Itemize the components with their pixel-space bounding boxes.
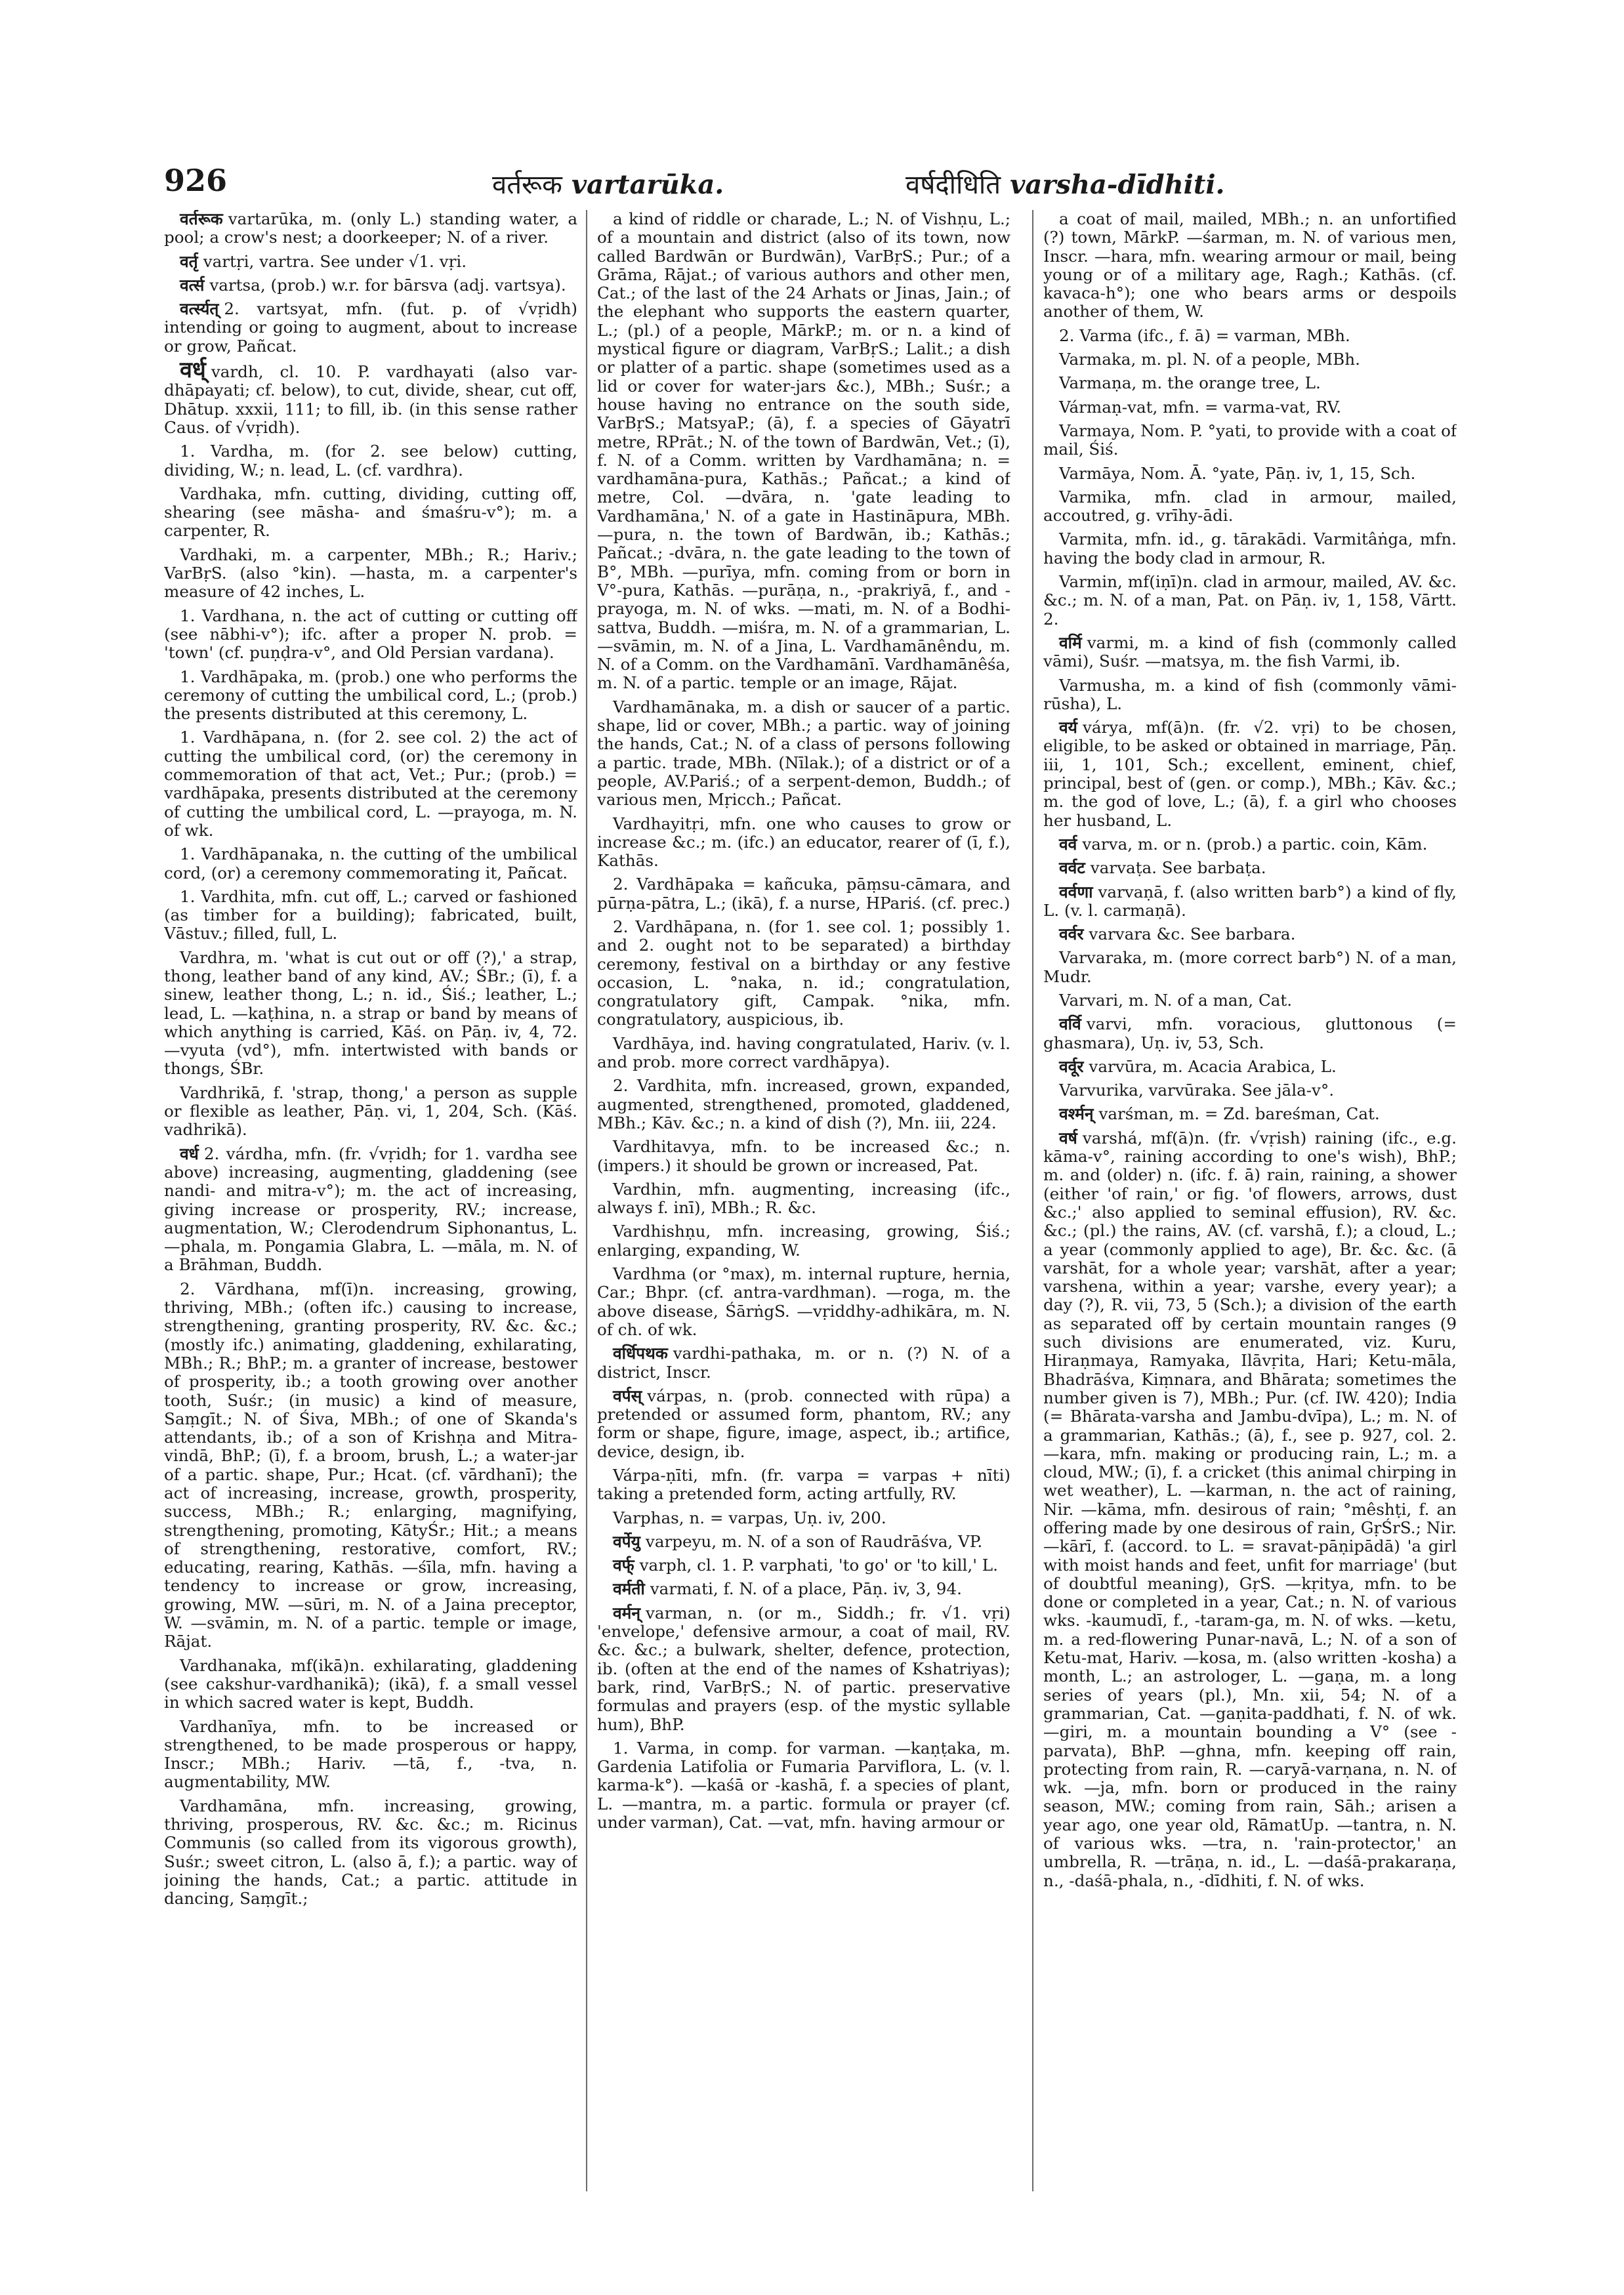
dictionary-column-2 bbox=[597, 210, 1010, 2191]
entry-text: Varmaka, m. pl. N. of a people, MBh. bbox=[1059, 350, 1360, 369]
entry-text: 1. Varma, in comp. for varman. —kaṇṭaka, m. Gardenia Latifolia or Fumaria Parviflora, L. (v. l. karma-k°). —kaśā or -kashā, f. a species of plant, L. —mantra, m. a partic. formula or prayer (cf. under varman), Cat. —vat, mfn. having armour or bbox=[597, 1738, 1010, 1832]
entry-headword-devanagari: वर्श्मन् bbox=[1059, 1104, 1094, 1124]
entry-text: Vardhishṇu, mfn. increasing, growing, Śiś.; enlarging, expanding, W. bbox=[597, 1222, 1010, 1260]
dictionary-entry bbox=[597, 698, 1010, 810]
entry-text: varśman, m. = Zd. bareśman, Cat. bbox=[1098, 1104, 1380, 1124]
entry-text: Vardhamāna, mfn. increasing, growing, thriving, prosperous, RV. &c. &c.; m. Ricinus Communis (so called from its vigorous growth), Suśr.; sweet citron, L. (also ā, f.); a partic. way of joining the hands, Cat.; a partic. attitude in dancing, Saṃgīt.; bbox=[164, 1796, 577, 1909]
page-header bbox=[164, 163, 1463, 209]
entry-text: várpas, n. (prob. connected with rūpa) a pretended or assumed form, phantom, RV.; any form or shape, figure, image, aspect, ib.; artifice, device, design, ib. bbox=[597, 1386, 1010, 1461]
entry-text: Varmin, mf(iṇī)n. clad in armour, mailed, AV. &c. &c.; m. N. of a man, Pat. on Pāṇ. iv, 1, 158, Vārtt. 2. bbox=[1043, 572, 1457, 629]
entry-text: Vardhaka, mfn. cutting, dividing, cutting off, shearing (see māsha- and śmaśru-v°); m. a carpenter, R. bbox=[164, 484, 577, 541]
dictionary-entry bbox=[597, 1344, 1010, 1382]
entry-text: Varmāya, Nom. Ā. °yate, Pāṇ. iv, 1, 15, Sch. bbox=[1059, 463, 1416, 483]
dictionary-entry bbox=[597, 1509, 1010, 1527]
entry-text: 2. vartsyat, mfn. (fut. p. of √vṛidh) intending or going to augment, about to increase or grow, Pañcat. bbox=[164, 299, 577, 356]
entry-headword-devanagari: वर्तृ bbox=[180, 251, 198, 271]
entry-text: vartṛi, vartra. See under √1. vṛi. bbox=[203, 251, 467, 271]
dictionary-entry bbox=[597, 1265, 1010, 1339]
dictionary-entry bbox=[164, 210, 577, 247]
entry-text: varmati, f. N. of a place, Pāṇ. iv, 3, 94. bbox=[650, 1579, 962, 1599]
entry-text: Varmika, mfn. clad in armour, mailed, accoutred, g. vrīhy-ādi. bbox=[1043, 487, 1457, 526]
right-headword-devanagari: वर्षदीधिति bbox=[906, 170, 1001, 200]
entry-headword-devanagari: वर्वि bbox=[1059, 1014, 1081, 1034]
dictionary-entry bbox=[1043, 573, 1457, 629]
dictionary-entry bbox=[1043, 1129, 1457, 1890]
dictionary-entry bbox=[164, 1657, 577, 1712]
entry-headword-devanagari: वर्मती bbox=[613, 1579, 645, 1599]
entry-text: 2. Varma (ifc., f. ā) = varman, MBh. bbox=[1059, 325, 1350, 345]
entry-headword-devanagari: वर्मन् bbox=[613, 1603, 641, 1623]
entry-headword-devanagari: वर्त्स bbox=[180, 275, 205, 295]
dictionary-entry bbox=[597, 1387, 1010, 1461]
entry-text: Varvaraka, m. (more correct barb°) N. of a man, Mudr. bbox=[1043, 948, 1457, 986]
entry-text: 2. Vardhāpana, n. (for 1. see col. 1; possibly 1. and 2. ought not to be separated) a birthday ceremony, festival on a birthday or any festive occasion, L. °naka, n. id.; congratulation, congratulatory gift, Campak. °nika, mfn. congratulatory, auspicious, ib. bbox=[597, 917, 1010, 1029]
page-number: 926 bbox=[164, 163, 228, 198]
dictionary-entry bbox=[597, 1533, 1010, 1551]
entry-headword-devanagari: वर्वट bbox=[1059, 858, 1085, 878]
dictionary-entry bbox=[164, 607, 577, 663]
entry-text: Varphas, n. = varpas, Uṇ. iv, 200. bbox=[613, 1508, 886, 1527]
dictionary-entry bbox=[1043, 1058, 1457, 1076]
dictionary-entry bbox=[164, 728, 577, 840]
entry-text: 1. Vardha, m. (for 2. see below) cutting, dividing, W.; n. lead, L. (cf. vardhra). bbox=[164, 442, 577, 480]
entry-text: vardhi-pathaka, m. or n. (?) N. of a district, Inscr. bbox=[597, 1344, 1010, 1382]
entry-headword-devanagari: वर्वर bbox=[1059, 924, 1084, 944]
dictionary-entry bbox=[1043, 925, 1457, 943]
right-running-headword bbox=[906, 165, 1224, 201]
dictionary-entry bbox=[1043, 718, 1457, 830]
entry-text: Varvurika, varvūraka. See jāla-v°. bbox=[1059, 1081, 1335, 1100]
entry-text: varshá, mf(ā)n. (fr. √vṛish) raining (ifc., e.g. kāma-v°, raining according to one's wish), BhP.; m. and (older) n. (ifc. f. ā) rain, raining, a shower (either 'of rain,' or fig. 'of flowers, arrows, dust &c.;' also applied to seminal effusion), RV. &c. &c.; (pl.) the rains, AV. (cf. varshā, f.); a cloud, L.; a year (commonly applied to age), Br. &c. &c. (ā varshāt, for a whole year; varshāt, after a year; varshena, within a year; varshe, every year); a day (?), R. vii, 73, 5 (Sch.); a division of the earth as separated off by certain mountain ranges (9 such divisions are enumerated, viz. Kuru, Hiraṇmaya, Ramyaka, Ilāvṛita, Hari; Ketu-māla, Bhadrāśva, Kiṃnara, and Bhārata; sometimes the number given is 7), MBh.; Pur. (cf. IW. 420); India (= Bhārata-varsha and Jambu-dvīpa), L.; m. N. of a grammarian, Kathās.; (ā), f., see p. 927, col. 2. —kara, mfn. making or producing rain, L.; m. a cloud, MW.; (ī), f. a cricket (this animal chirping in wet weather), L. —karman, n. the act of raining, Nir. —kāma, mfn. desirous of rain; °mêshṭi, f. an offering made by one desirous of rain, GṛŚrS.; Nir. —kārī, f. (accord. to L. = sravat-pāṇipādā) 'a girl with moist hands and feet, unfit for marriage' (but of doubtful meaning), GṛS. —kṛitya, mfn. to be done or completed in a year, Cat.; n. N. of various wks. -kaumudī, f., -taram-ga, m. N. of wks. —ketu, m. a red-flowering Punar-navā, L.; N. of a son of Ketu-mat, Hariv. —kosa, m. (also written -kosha) a month, L.; an astrologer, L. —gaṇa, m. a long series of years (pl.), Mn. xii, 54; N. of a grammarian, Cat. —gaṇita-paddhati, f. N. of wk. —giri, m. a mountain bounding a V° (see -parvata), BhP. —ghna, mfn. keeping off rain, protecting from rain, R. —caryā-varṇana, n. N. of wk. —ja, mfn. born or produced in the rainy season, MW.; coming from rain, Sāh.; arisen a year ago, one year old, RāmatUp. —tantra, n. N. of various wks. —tra, n. 'rain-protector,' an umbrella, R. —trāṇa, n. id., L. —daśā-prakaraṇa, n., -daśā-phala, n., -dīdhiti, f. N. of wks. bbox=[1043, 1128, 1457, 1890]
dictionary-entry bbox=[164, 485, 577, 541]
entry-text: varva, m. or n. (prob.) a partic. coin, Kām. bbox=[1082, 834, 1428, 854]
entry-text: 2. várdha, mfn. (fr. √vṛidh; for 1. vardha see above) increasing, augmenting, gladdening (see nandi- and mitra-v°); m. the act of increasing, giving increase or prosperity, RV.; increase, augmentation, W.; Clerodendrum Siphonantus, L. —phala, m. Pongamia Glabra, L. —māla, m. N. of a Brāhman, Buddh. bbox=[164, 1144, 577, 1275]
dictionary-entry bbox=[1043, 1105, 1457, 1123]
entry-headword-devanagari: वर्ध् bbox=[180, 357, 206, 384]
dictionary-entry bbox=[1043, 859, 1457, 877]
dictionary-entry bbox=[597, 1466, 1010, 1504]
dictionary-entry bbox=[1043, 835, 1457, 854]
dictionary-entry bbox=[597, 815, 1010, 871]
dictionary-entry bbox=[1043, 465, 1457, 483]
dictionary-entry bbox=[1043, 488, 1457, 526]
dictionary-entry bbox=[1043, 676, 1457, 714]
entry-text: Varvari, m. N. of a man, Cat. bbox=[1059, 990, 1293, 1010]
left-headword-latin: vartarūka. bbox=[571, 169, 724, 200]
dictionary-entry bbox=[164, 357, 577, 437]
entry-text: a kind of riddle or charade, L.; N. of Vishṇu, L.; of a mountain and district (also of its town, now called Bardwān or Burdwān), VarBṛS.; Pur.; of a Grāma, Rājat.; of various authors and other men, Cat.; of the last of the 24 Arhats or Jinas, Jain.; of the elephant who supports the eastern quarter, L.; (pl.) of a people, MārkP.; m. or n. a kind of mystical figure or diagram, VarBṛS.; Lalit.; a dish or platter of a partic. shape (sometimes used as a lid or cover for water-jars &c.), MBh.; Suśr.; a house having no entrance on the south side, VarBṛS.; MatsyaP.; (ā), f. a species of Gāyatrī metre, RPrāt.; N. of the town of Bardwān, Vet.; (ī), f. N. of a Comm. written by Vardhamāna; n. = vardhamāna-pura, Kathās.; Pañcat.; a kind of metre, Col. —dvāra, n. 'gate leading to Vardhamāna,' N. of a gate in Hastināpura, MBh. —pura, n. the town of Bardwān, ib.; Kathās.; Pañcat.; -dvāra, n. the gate leading to the town of B°, MBh. —purīya, mfn. coming from or born in V°-pura, Kathās. —purāṇa, n., -prakriyā, f., and -prayoga, m. N. of wks. —mati, m. N. of a Bodhi-sattva, Buddh. —miśra, m. N. of a grammarian, L. —svāmin, m. N. of a Jina, L. Vardhamānêndu, m. N. of a Comm. on the Vardhamānī. Vardhamānêśa, m. N. of a partic. temple or an image, Rājat. bbox=[597, 210, 1010, 693]
entry-text: vartarūka, m. (only L.) standing water, a pool; a crow's nest; a doorkeeper; N. of a river. bbox=[164, 210, 577, 247]
dictionary-entry bbox=[597, 1077, 1010, 1132]
entry-text: Vardhin, mfn. augmenting, increasing (ifc., always f. inī), MBh.; R. &c. bbox=[597, 1179, 1010, 1218]
dictionary-entry bbox=[1043, 210, 1457, 321]
dictionary-entry bbox=[597, 875, 1010, 913]
entry-text: Vardhanaka, mf(ikā)n. exhilarating, gladdening (see cakshur-vardhanikā); (ikā), f. a small vessel in which sacred water is kept, Buddh. bbox=[164, 1655, 577, 1712]
entry-text: Vardhanīya, mfn. to be increased or strengthened, to be made prosperous or happy, Inscr.; MBh.; Hariv. —tā, f., -tva, n. augmentability, MW. bbox=[164, 1716, 577, 1792]
entry-text: Vardhayitṛi, mfn. one who causes to grow or increase &c.; m. (ifc.) an educator, rearer of (ī, f.), Kathās. bbox=[597, 814, 1010, 871]
dictionary-entry bbox=[164, 1280, 577, 1651]
dictionary-entry bbox=[164, 300, 577, 356]
dictionary-entry bbox=[1043, 398, 1457, 417]
entry-text: 1. Vardhāpaka, m. (prob.) one who performs the ceremony of cutting the umbilical cord, L.; (prob.) the presents distributed at this ceremony, L. bbox=[164, 667, 577, 724]
dictionary-entry bbox=[164, 888, 577, 943]
entry-text: Vardhāya, ind. having congratulated, Hariv. (v. l. and prob. more correct vardhāpya). bbox=[597, 1033, 1010, 1072]
entry-text: 1. Vardhana, n. the act of cutting or cutting off (see nābhi-v°); ifc. after a proper N. prob. = 'town' (cf. puṇḍra-v°, and Old Persian vardana). bbox=[164, 606, 577, 663]
entry-headword-devanagari: वर्वणा bbox=[1059, 882, 1093, 901]
left-running-headword bbox=[492, 165, 724, 201]
entry-text: Vardhrikā, f. 'strap, thong,' a person as supple or flexible as leather, Pāṇ. vi, 1, 204, Sch. (Kāś. vadhrikā). bbox=[164, 1083, 577, 1140]
entry-text: varvūra, m. Acacia Arabica, L. bbox=[1089, 1056, 1337, 1076]
dictionary-entry bbox=[164, 276, 577, 295]
entry-text: varph, cl. 1. P. varphati, 'to go' or 'to kill,' L. bbox=[639, 1556, 998, 1575]
dictionary-entry bbox=[597, 1180, 1010, 1218]
entry-text: vartsa, (prob.) w.r. for bārsva (adj. vartsya). bbox=[209, 275, 566, 295]
entry-text: 2. Vardhāpaka = kañcuka, pāṃsu-cāmara, and pūrṇa-pātra, L.; (ikā), f. a nurse, HPariś. (cf. prec.) bbox=[597, 875, 1010, 913]
entry-text: 1. Vardhita, mfn. cut off, L.; carved or fashioned (as timber for a building); fabricated, built, Vāstuv.; filled, full, L. bbox=[164, 886, 577, 943]
entry-text: Vardhaki, m. a carpenter, MBh.; R.; Hariv.; VarBṛS. (also °kin). —hasta, m. a carpenter's measure of 42 inches, L. bbox=[164, 545, 577, 602]
dictionary-entry bbox=[164, 1797, 577, 1909]
entry-text: várya, mf(ā)n. (fr. √2. vṛi) to be chosen, eligible, to be asked or obtained in marriage, Pāṇ. iii, 1, 101, Sch.; excellent, eminent, chief, principal, best of (gen. or comp.), MBh.; Kāv. &c.; m. the god of love, L.; (ā), f. a girl who chooses her husband, L. bbox=[1043, 718, 1457, 830]
dictionary-entry bbox=[597, 210, 1010, 693]
column-divider bbox=[1032, 210, 1033, 2191]
dictionary-entry bbox=[1043, 991, 1457, 1010]
entry-text: Vardhitavya, mfn. to be increased &c.; n. (impers.) it should be grown or increased, Pat. bbox=[597, 1137, 1010, 1175]
dictionary-entry bbox=[1043, 1015, 1457, 1052]
dictionary-entry bbox=[164, 546, 577, 602]
entry-text: Varmaya, Nom. P. °yati, to provide with a coat of mail, Śiś. bbox=[1043, 421, 1457, 459]
dictionary-entry bbox=[1043, 327, 1457, 345]
dictionary-entry bbox=[597, 1035, 1010, 1072]
entry-text: 2. Vārdhana, mf(ī)n. increasing, growing, thriving, MBh.; (often ifc.) causing to increase, strengthening, granting prosperity, RV. &c. &c.; (mostly ifc.) animating, gladdening, exhilarating, MBh.; R.; BhP.; m. a granter of increase, bestower of prosperity, ib.; a tooth growing over another tooth, Suśr.; (in music) a kind of measure, Saṃgīt.; N. of Śiva, MBh.; of one of Skanda's attendants, ib.; of a son of Krishṇa and Mitra-vindā, BhP.; (ī), f. a broom, brush, L.; a water-jar of a partic. shape, Pur.; Hcat. (cf. vārdhanī); the act of increasing, increase, growth, prosperity, success, MBh.; R.; enlarging, magnifying, strengthening, promoting, KātyŚr.; Hit.; a means of strengthening, restorative, comfort, RV.; educating, rearing, Kathās. —śīla, mfn. having a tendency to increase or grow, increasing, growing, MW. —sūri, m. N. of a Jaina preceptor, W. —svāmin, m. N. of a partic. temple or image, Rājat. bbox=[164, 1279, 577, 1651]
entry-headword-devanagari: वर्धिपथक bbox=[613, 1344, 668, 1363]
entry-text: Vardhamānaka, m. a dish or saucer of a partic. shape, lid or cover, MBh.; a partic. way of joining the hands, Cat.; N. of a class of persons following a partic. trade, MBh. (Nīlak.); of a district or of a people, AV.Pariś.; of a serpent-demon, Buddh.; of various men, Mṛicch.; Pañcat. bbox=[597, 697, 1010, 810]
dictionary-entry bbox=[164, 845, 577, 882]
left-headword-devanagari: वर्तरूक bbox=[492, 170, 562, 200]
dictionary-entry bbox=[164, 668, 577, 724]
dictionary-entry bbox=[164, 253, 577, 271]
dictionary-entry bbox=[164, 1145, 577, 1275]
entry-text: varman, n. (or m., Siddh.; fr. √1. vṛi) 'envelope,' defensive armour, a coat of mail, RV. &c. &c.; a bulwark, shelter, defence, protection, ib. (often at the end of the names of Kshatriyas); bark, rind, VarBṛS.; N. of partic. preservative formulas and prayers (esp. of the mystic syllable hum), BhP. bbox=[597, 1603, 1010, 1734]
dictionary-entry bbox=[1043, 949, 1457, 986]
entry-text: Vármaṇ-vat, mfn. = varma-vat, RV. bbox=[1059, 397, 1342, 417]
entry-headword-devanagari: वर्मि bbox=[1059, 632, 1082, 652]
dictionary-entry bbox=[597, 918, 1010, 1029]
entry-text: Vardhma (or °max), m. internal rupture, hernia, Car.; Bhpr. (cf. antra-vardhman). —roga, m. the above disease, ŚārṅgS. —vṛiddhy-adhikāra, m. N. of ch. of wk. bbox=[597, 1264, 1010, 1339]
entry-text: Várpa-ṇīti, mfn. (fr. varpa = varpas + nīti) taking a pretended form, acting artfully, RV. bbox=[597, 1466, 1010, 1504]
entry-headword-devanagari: वर्वूर bbox=[1059, 1056, 1084, 1076]
entry-text: Varmaṇa, m. the orange tree, L. bbox=[1059, 373, 1321, 393]
entry-headword-devanagari: वर्फ् bbox=[613, 1556, 635, 1575]
dictionary-entry bbox=[597, 1604, 1010, 1734]
entry-text: Vardhra, m. 'what is cut out or off (?),' a strap, thong, leather band of any kind, AV.; ŚBr.; (ī), f. a sinew, leather thong, L.; n. id., Śiś.; leather, L.; lead, L. —kaṭhina, n. a strap or band by means of which anything is carried, Kāś. on Pāṇ. iv, 4, 72. —vyuta (vd°), mfn. intertwisted with bands or thongs, ŚBr. bbox=[164, 947, 577, 1079]
dictionary-entry bbox=[1043, 374, 1457, 392]
dictionary-entry bbox=[1043, 634, 1457, 671]
entry-headword-devanagari: वर्य bbox=[1059, 718, 1077, 737]
right-headword-latin: varsha-dīdhiti. bbox=[1010, 169, 1225, 200]
entry-text: varmi, m. a kind of fish (commonly called vāmi), Suśr. —matsya, m. the fish Varmi, ib. bbox=[1043, 632, 1457, 671]
column-divider bbox=[586, 210, 587, 2191]
entry-text: Varmusha, m. a kind of fish (commonly vāmi-rūsha), L. bbox=[1043, 675, 1457, 713]
dictionary-entry bbox=[164, 1084, 577, 1140]
entry-headword-devanagari: वर्पस् bbox=[613, 1386, 642, 1405]
dictionary-entry bbox=[597, 1138, 1010, 1175]
dictionary-entry bbox=[1043, 422, 1457, 459]
entry-headword-devanagari: वर्ध bbox=[180, 1144, 199, 1163]
entry-headword-devanagari: वर्व bbox=[1059, 834, 1077, 854]
dictionary-entry bbox=[1043, 1081, 1457, 1100]
entry-text: 1. Vardhāpana, n. (for 2. see col. 2) the act of cutting the umbilical cord, (or) the ceremony in commemoration of that act, Vet.; Pur.; (prob.) = vardhāpaka, presents distributed at the ceremony of cutting the umbilical cord, L. —prayoga, m. N. of wk. bbox=[164, 728, 577, 840]
entry-text: Varmita, mfn. id., g. tārakādi. Varmitâṅga, mfn. having the body clad in armour, R. bbox=[1043, 529, 1457, 568]
entry-headword-devanagari: वर्त्स्यत् bbox=[180, 299, 219, 319]
dictionary-entry bbox=[597, 1556, 1010, 1575]
entry-text: varvaṭa. See barbaṭa. bbox=[1090, 858, 1266, 878]
entry-headword-devanagari: वर्ष bbox=[1059, 1128, 1077, 1148]
entry-text: vardh, cl. 10. P. vardhayati (also var-dhāpayati; cf. below), to cut, divide, shear, cut off, Dhātup. xxxii, 111; to fill, ib. (in this sense rather Caus. of √vṛidh). bbox=[164, 362, 577, 437]
entry-headword-devanagari: वर्पेयु bbox=[613, 1531, 640, 1551]
entry-text: 1. Vardhāpanaka, n. the cutting of the umbilical cord, (or) a ceremony commemorating it, Pañcat. bbox=[164, 844, 577, 882]
dictionary-entry bbox=[597, 1222, 1010, 1260]
entry-text: 2. Vardhita, mfn. increased, grown, expanded, augmented, strengthened, promoted, gladdened, MBh.; Kāv. &c.; n. a kind of dish (?), Mn. iii, 224. bbox=[597, 1076, 1010, 1132]
dictionary-entry bbox=[1043, 883, 1457, 920]
dictionary-entry bbox=[597, 1580, 1010, 1598]
entry-text: a coat of mail, mailed, MBh.; n. an unfortified (?) town, MārkP. —śarman, m. N. of various men, Inscr. —hara, mfn. wearing armour or mail, being young or of a military age, Ragh.; Kathās. (cf. kavaca-h°); one who bears arms or despoils another of them, W. bbox=[1043, 210, 1457, 321]
entry-headword-devanagari: वर्तरूक bbox=[180, 210, 223, 228]
dictionary-entry bbox=[164, 1718, 577, 1792]
entry-text: varpeyu, m. N. of a son of Raudrāśva, VP. bbox=[645, 1531, 983, 1551]
entry-text: varvi, mfn. voracious, gluttonous (= ghasmara), Uṇ. iv, 53, Sch. bbox=[1043, 1014, 1457, 1052]
dictionary-entry bbox=[597, 1739, 1010, 1832]
entry-text: varvara &c. See barbara. bbox=[1089, 924, 1296, 944]
dictionary-column-1 bbox=[164, 210, 577, 2191]
dictionary-entry bbox=[1043, 530, 1457, 568]
dictionary-entry bbox=[164, 442, 577, 480]
dictionary-column-3 bbox=[1043, 210, 1457, 2191]
dictionary-entry bbox=[164, 949, 577, 1079]
dictionary-entry bbox=[1043, 350, 1457, 369]
entry-text: varvaṇā, f. (also written barb°) a kind of fly, L. (v. l. carmaṇā). bbox=[1043, 882, 1457, 920]
